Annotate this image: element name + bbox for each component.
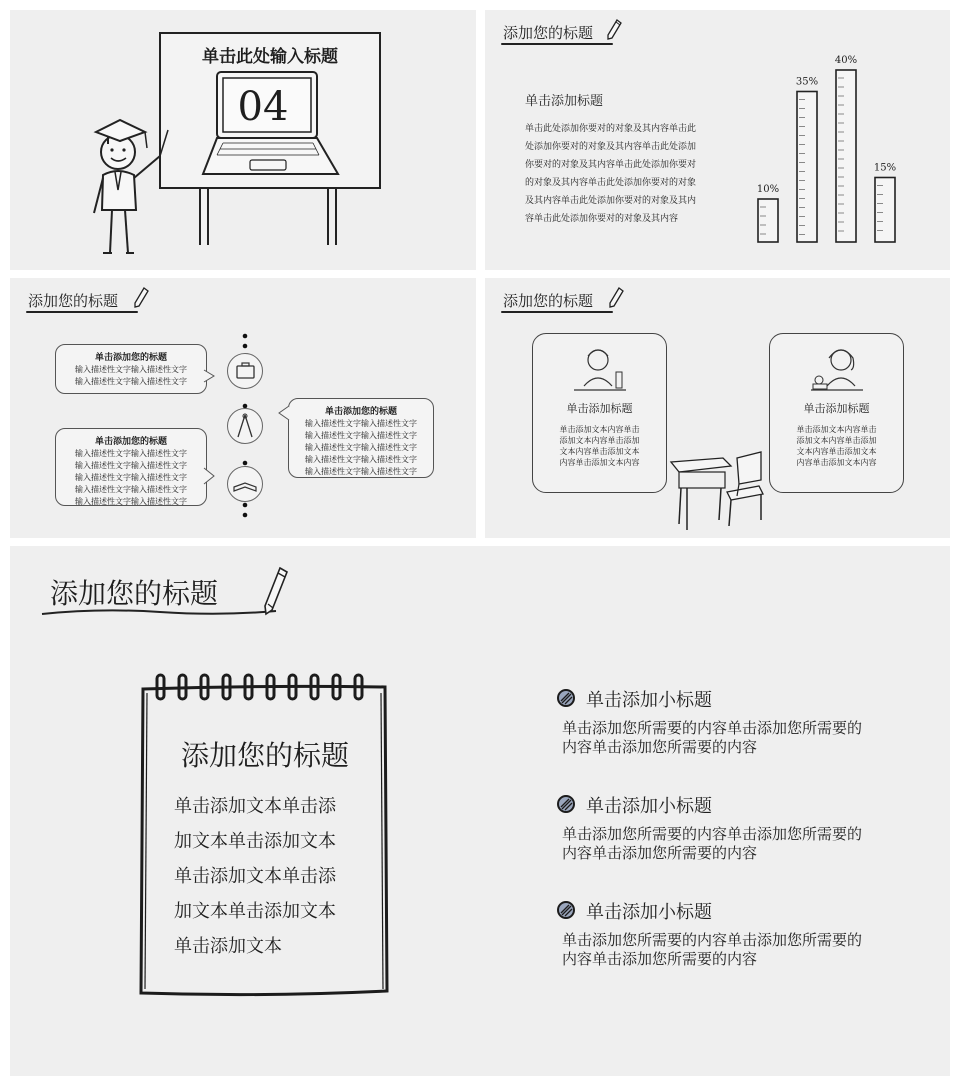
item-body-line: 内容单击添加您所需要的内容 xyxy=(562,950,758,968)
body-line: 及其内容单击此处添加你要对的对象及其内 xyxy=(525,196,697,206)
bubble-line: 输入描述性文字输入描述性文字 xyxy=(305,467,417,476)
slide-2-subtitle[interactable]: 单击添加标题 xyxy=(525,94,604,109)
item-title[interactable]: 单击添加小标题 xyxy=(586,902,712,923)
hatched-bullet-icon xyxy=(555,899,577,921)
card-line: 文本内容单击添加文本 xyxy=(559,447,640,456)
slide-4-header[interactable]: 添加您的标题 xyxy=(503,292,594,310)
item-title[interactable]: 单击添加小标题 xyxy=(586,690,712,711)
item-title[interactable]: 单击添加小标题 xyxy=(586,796,712,817)
item-body-line: 单击添加您所需要的内容单击添加您所需要的 xyxy=(562,931,863,949)
bubble-line: 输入描述性文字输入描述性文字 xyxy=(75,497,187,506)
bar-value-label: 40% xyxy=(834,55,858,66)
laptop-screen-number[interactable]: 04 xyxy=(237,84,289,130)
body-line: 处添加你要对的对象及其内容单击此处添加 xyxy=(525,142,697,152)
slide-4-cards[interactable] xyxy=(485,278,950,538)
bubble-line: 输入描述性文字输入描述性文字 xyxy=(75,365,187,374)
header-underline xyxy=(40,606,280,618)
bar xyxy=(875,178,895,243)
teacher-and-laptop-drawing xyxy=(10,10,476,270)
item-body-line: 内容单击添加您所需要的内容 xyxy=(562,844,758,862)
bubble-title: 单击添加您的标题 xyxy=(94,353,167,363)
bar xyxy=(797,92,817,243)
slide-5-header[interactable]: 添加您的标题 xyxy=(50,577,219,610)
card-title: 单击添加标题 xyxy=(566,402,633,415)
notebook-line[interactable]: 单击添加文本单击添 xyxy=(174,796,336,817)
notebook-line[interactable]: 加文本单击添加文本 xyxy=(174,831,336,852)
card-line: 内容单击添加文本内容 xyxy=(559,458,640,467)
card-line: 添加文本内容单击添加 xyxy=(559,436,640,445)
slide-3-bubbles[interactable] xyxy=(10,278,476,538)
body-line: 容单击此处添加你要对的对象及其内容 xyxy=(525,214,679,224)
item-body-line: 单击添加您所需要的内容单击添加您所需要的 xyxy=(562,719,863,737)
content-card[interactable] xyxy=(769,333,904,493)
bar-chart xyxy=(745,50,945,250)
slide-1-teacher-board[interactable] xyxy=(10,10,476,270)
item-body[interactable] xyxy=(562,719,892,757)
bubble-line: 输入描述性文字输入描述性文字 xyxy=(75,449,187,458)
slide-5-notebook[interactable] xyxy=(10,546,950,1076)
bar xyxy=(758,199,778,242)
bubble-line: 输入描述性文字输入描述性文字 xyxy=(75,485,187,494)
card-line: 添加文本内容单击添加 xyxy=(796,436,877,445)
item-body-line: 内容单击添加您所需要的内容 xyxy=(562,738,758,756)
desk-and-chair-drawing xyxy=(665,446,775,536)
card-line: 单击添加文本内容单击 xyxy=(796,425,877,434)
bubble-line: 输入描述性文字输入描述性文字 xyxy=(305,455,417,464)
pencil-icon xyxy=(607,286,625,310)
item-body[interactable] xyxy=(562,825,892,863)
bubble-line: 输入描述性文字输入描述性文字 xyxy=(75,461,187,470)
content-card[interactable] xyxy=(532,333,667,493)
card-line: 内容单击添加文本内容 xyxy=(796,458,877,467)
body-line: 你要对的对象及其内容单击此处添加你要对 xyxy=(525,160,697,170)
bubble-line: 输入描述性文字输入描述性文字 xyxy=(305,419,417,428)
bubble-line: 输入描述性文字输入描述性文字 xyxy=(305,443,417,452)
bubble-line: 输入描述性文字输入描述性文字 xyxy=(75,473,187,482)
card-line: 单击添加文本内容单击 xyxy=(559,425,640,434)
notebook-line[interactable]: 加文本单击添加文本 xyxy=(174,901,336,922)
item-body[interactable] xyxy=(562,931,892,969)
bubble-title: 单击添加您的标题 xyxy=(94,437,167,447)
item-body-line: 单击添加您所需要的内容单击添加您所需要的 xyxy=(562,825,863,843)
body-line: 单击此处添加你要对的对象及其内容单击此 xyxy=(525,124,697,134)
pencil-icon xyxy=(260,564,290,618)
slide-2-body[interactable] xyxy=(525,120,717,228)
bar-value-label: 10% xyxy=(756,184,780,195)
header-underline xyxy=(501,43,613,45)
girl-reading-icon xyxy=(807,340,867,400)
pencil-icon xyxy=(605,18,623,42)
header-underline xyxy=(501,311,613,313)
card-line: 文本内容单击添加文本 xyxy=(796,447,877,456)
notebook-line[interactable]: 单击添加文本 xyxy=(174,936,282,957)
notebook-title[interactable]: 添加您的标题 xyxy=(180,739,349,772)
bubble-pointers xyxy=(10,278,476,538)
board-title[interactable]: 单击此处输入标题 xyxy=(202,47,338,67)
bar-value-label: 35% xyxy=(795,76,819,88)
bar-value-label: 15% xyxy=(873,162,897,174)
slide-2-bar-chart[interactable] xyxy=(485,10,950,270)
slide-3-header[interactable]: 添加您的标题 xyxy=(28,292,119,310)
bubble-title: 单击添加您的标题 xyxy=(324,407,397,417)
notebook-line[interactable]: 单击添加文本单击添 xyxy=(174,866,336,887)
hatched-bullet-icon xyxy=(555,793,577,815)
student-reading-icon xyxy=(570,340,630,400)
card-title: 单击添加标题 xyxy=(803,402,870,415)
hatched-bullet-icon xyxy=(555,687,577,709)
slide-2-header[interactable]: 添加您的标题 xyxy=(503,24,594,42)
bubble-line: 输入描述性文字输入描述性文字 xyxy=(305,431,417,440)
bubble-line: 输入描述性文字输入描述性文字 xyxy=(75,377,187,386)
body-line: 的对象及其内容单击此处添加你要对的对象 xyxy=(525,178,697,188)
